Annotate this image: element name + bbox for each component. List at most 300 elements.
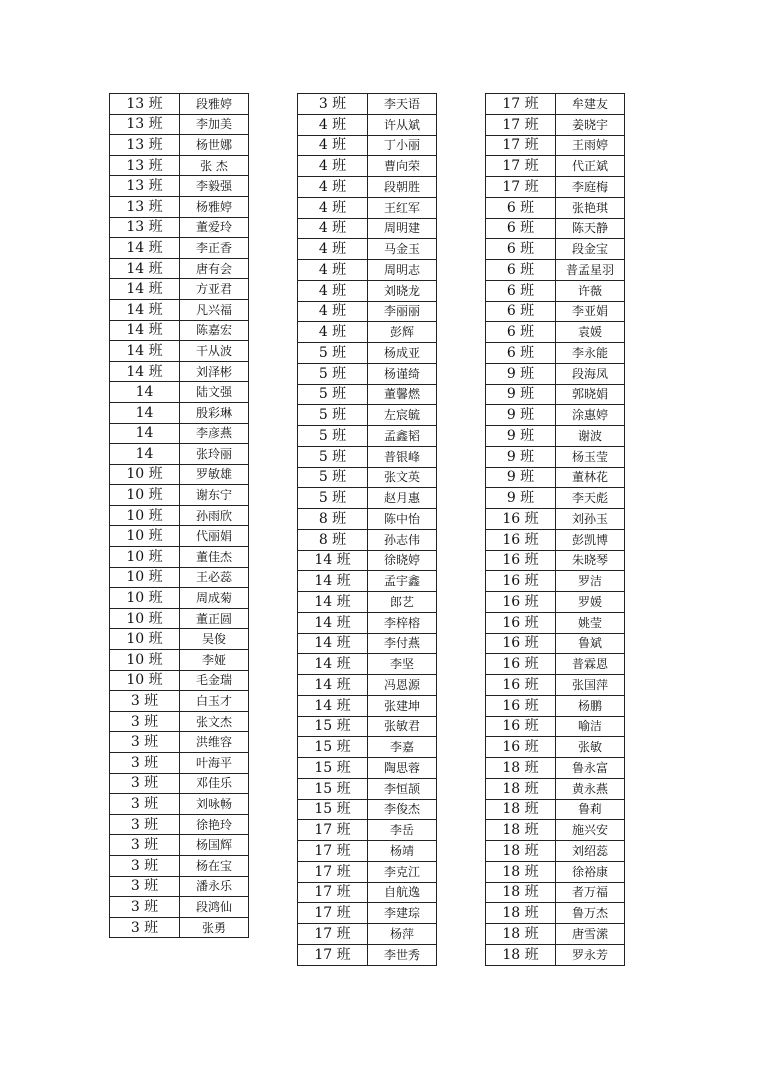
- student-name-cell: 姜晓宇: [556, 114, 625, 135]
- class-cell: 14: [110, 402, 180, 423]
- class-cell: 3 班: [110, 691, 180, 712]
- table-row: [110, 464, 249, 485]
- table-row: [110, 547, 249, 568]
- table-row: [298, 654, 437, 675]
- table-row: [486, 467, 625, 488]
- table-row: [486, 509, 625, 530]
- student-name-cell: 王雨婷: [556, 135, 625, 156]
- student-name-cell: 代丽娟: [180, 526, 249, 547]
- table-row: [298, 612, 437, 633]
- table-row: [110, 773, 249, 794]
- class-cell: 6 班: [486, 301, 556, 322]
- table-row: [110, 155, 249, 176]
- table-row: [110, 505, 249, 526]
- student-name-cell: 段海凤: [556, 363, 625, 384]
- table-row: [486, 612, 625, 633]
- class-cell: 17 班: [298, 820, 368, 841]
- student-name-cell: 李彦燕: [180, 423, 249, 444]
- table-row: [110, 423, 249, 444]
- table-row: [298, 197, 437, 218]
- table-row: [298, 758, 437, 779]
- class-cell: 10 班: [110, 588, 180, 609]
- table-row: [298, 343, 437, 364]
- table-row: [486, 405, 625, 426]
- class-cell: 18 班: [486, 861, 556, 882]
- table-row: [486, 633, 625, 654]
- class-cell: 9 班: [486, 467, 556, 488]
- table-row: [298, 675, 437, 696]
- student-name-cell: 罗永芳: [556, 944, 625, 965]
- student-name-cell: 张文杰: [180, 711, 249, 732]
- class-cell: 18 班: [486, 944, 556, 965]
- table-row: [486, 197, 625, 218]
- table-row: [110, 320, 249, 341]
- student-name-cell: 涂惠婷: [556, 405, 625, 426]
- table-row: [486, 343, 625, 364]
- class-cell: 3 班: [298, 94, 368, 115]
- student-name-cell: 彭凯博: [556, 529, 625, 550]
- table-row: [110, 732, 249, 753]
- table-row: [110, 835, 249, 856]
- student-name-cell: 李建琮: [368, 903, 437, 924]
- class-cell: 14 班: [298, 612, 368, 633]
- class-cell: 9 班: [486, 488, 556, 509]
- class-cell: 13 班: [110, 135, 180, 156]
- class-cell: 5 班: [298, 405, 368, 426]
- class-cell: 3 班: [110, 855, 180, 876]
- table-row: [486, 488, 625, 509]
- class-cell: 16 班: [486, 633, 556, 654]
- table-row: [486, 903, 625, 924]
- roster-table-1: [109, 93, 249, 938]
- student-name-cell: 周明建: [368, 218, 437, 239]
- student-name-cell: 陆文强: [180, 382, 249, 403]
- class-cell: 8 班: [298, 509, 368, 530]
- table-row: [298, 114, 437, 135]
- student-name-cell: 郎艺: [368, 592, 437, 613]
- student-name-cell: 李庭梅: [556, 177, 625, 198]
- class-cell: 15 班: [298, 778, 368, 799]
- class-cell: 9 班: [486, 426, 556, 447]
- class-cell: 3 班: [110, 773, 180, 794]
- student-name-cell: 代正斌: [556, 156, 625, 177]
- class-cell: 3 班: [110, 753, 180, 774]
- class-cell: 17 班: [298, 882, 368, 903]
- class-cell: 17 班: [486, 156, 556, 177]
- table-row: [298, 882, 437, 903]
- student-name-cell: 孙志伟: [368, 529, 437, 550]
- student-name-cell: 刘孙玉: [556, 509, 625, 530]
- table-row: [298, 820, 437, 841]
- class-cell: 6 班: [486, 239, 556, 260]
- class-cell: 9 班: [486, 384, 556, 405]
- table-row: [110, 94, 249, 115]
- table-row: [110, 876, 249, 897]
- class-cell: 10 班: [110, 650, 180, 671]
- table-row: [110, 588, 249, 609]
- table-row: [298, 592, 437, 613]
- student-name-cell: 陈天静: [556, 218, 625, 239]
- student-name-cell: 黄永燕: [556, 778, 625, 799]
- table-row: [486, 737, 625, 758]
- student-name-cell: 董佳杰: [180, 547, 249, 568]
- class-cell: 16 班: [486, 716, 556, 737]
- student-name-cell: 杨谨绮: [368, 363, 437, 384]
- class-cell: 3 班: [110, 814, 180, 835]
- class-cell: 13 班: [110, 196, 180, 217]
- table-row: [486, 571, 625, 592]
- table-row: [486, 114, 625, 135]
- student-name-cell: 谢波: [556, 426, 625, 447]
- student-name-cell: 李付燕: [368, 633, 437, 654]
- class-cell: 4 班: [298, 322, 368, 343]
- table-row: [486, 384, 625, 405]
- roster-table-body: [110, 94, 249, 938]
- table-row: [298, 550, 437, 571]
- student-name-cell: 方亚君: [180, 279, 249, 300]
- class-cell: 17 班: [486, 177, 556, 198]
- table-row: [298, 841, 437, 862]
- table-row: [110, 711, 249, 732]
- student-name-cell: 张勇: [180, 917, 249, 938]
- student-name-cell: 李永能: [556, 343, 625, 364]
- student-name-cell: 刘绍蕊: [556, 841, 625, 862]
- table-row: [298, 903, 437, 924]
- student-name-cell: 董正圆: [180, 608, 249, 629]
- class-cell: 10 班: [110, 567, 180, 588]
- student-name-cell: 杨萍: [368, 924, 437, 945]
- student-name-cell: 李毅强: [180, 176, 249, 197]
- class-cell: 13 班: [110, 155, 180, 176]
- table-row: [486, 529, 625, 550]
- student-name-cell: 唐雪潆: [556, 924, 625, 945]
- class-cell: 14 班: [298, 571, 368, 592]
- student-name-cell: 孙雨欣: [180, 505, 249, 526]
- table-row: [298, 239, 437, 260]
- class-cell: 10 班: [110, 526, 180, 547]
- table-row: [486, 135, 625, 156]
- class-cell: 15 班: [298, 758, 368, 779]
- table-row: [486, 758, 625, 779]
- table-row: [486, 322, 625, 343]
- student-name-cell: 李丽丽: [368, 301, 437, 322]
- student-name-cell: 马金玉: [368, 239, 437, 260]
- roster-table-3: [485, 93, 625, 966]
- class-cell: 16 班: [486, 571, 556, 592]
- class-cell: 4 班: [298, 135, 368, 156]
- class-cell: 14 班: [298, 592, 368, 613]
- table-row: [486, 446, 625, 467]
- table-row: [486, 239, 625, 260]
- class-cell: 17 班: [298, 841, 368, 862]
- student-name-cell: 喻洁: [556, 716, 625, 737]
- table-row: [486, 280, 625, 301]
- student-name-cell: 李俊杰: [368, 799, 437, 820]
- class-cell: 3 班: [110, 897, 180, 918]
- table-row: [298, 135, 437, 156]
- student-name-cell: 施兴安: [556, 820, 625, 841]
- table-row: [486, 675, 625, 696]
- table-row: [486, 716, 625, 737]
- table-row: [486, 156, 625, 177]
- class-cell: 5 班: [298, 488, 368, 509]
- student-name-cell: 李正香: [180, 238, 249, 259]
- class-cell: 5 班: [298, 343, 368, 364]
- class-cell: 14: [110, 423, 180, 444]
- table-row: [110, 258, 249, 279]
- student-name-cell: 张艳琪: [556, 197, 625, 218]
- class-cell: 14 班: [110, 279, 180, 300]
- class-cell: 9 班: [486, 446, 556, 467]
- table-row: [110, 691, 249, 712]
- student-name-cell: 李加美: [180, 114, 249, 135]
- student-name-cell: 陈嘉宏: [180, 320, 249, 341]
- class-cell: 5 班: [298, 363, 368, 384]
- student-name-cell: 李亚娟: [556, 301, 625, 322]
- student-name-cell: 杨成亚: [368, 343, 437, 364]
- student-name-cell: 段雅婷: [180, 94, 249, 115]
- class-cell: 14 班: [110, 238, 180, 259]
- class-cell: 3 班: [110, 732, 180, 753]
- table-row: [486, 820, 625, 841]
- class-cell: 3 班: [110, 794, 180, 815]
- student-name-cell: 李世秀: [368, 944, 437, 965]
- class-cell: 14 班: [298, 675, 368, 696]
- table-row: [298, 280, 437, 301]
- student-name-cell: 左宸毓: [368, 405, 437, 426]
- class-cell: 16 班: [486, 529, 556, 550]
- class-cell: 9 班: [486, 363, 556, 384]
- student-name-cell: 姚莹: [556, 612, 625, 633]
- student-name-cell: 孟鑫韬: [368, 426, 437, 447]
- student-name-cell: 自航逸: [368, 882, 437, 903]
- class-cell: 3 班: [110, 711, 180, 732]
- student-name-cell: 张敏君: [368, 716, 437, 737]
- table-row: [486, 695, 625, 716]
- table-row: [110, 382, 249, 403]
- class-cell: 4 班: [298, 156, 368, 177]
- student-name-cell: 谢东宁: [180, 485, 249, 506]
- table-row: [110, 567, 249, 588]
- student-name-cell: 杨玉莹: [556, 446, 625, 467]
- student-name-cell: 曹向荣: [368, 156, 437, 177]
- table-row: [486, 301, 625, 322]
- class-cell: 6 班: [486, 280, 556, 301]
- student-name-cell: 鲁万杰: [556, 903, 625, 924]
- table-row: [298, 94, 437, 115]
- class-cell: 18 班: [486, 903, 556, 924]
- student-name-cell: 董林花: [556, 467, 625, 488]
- table-row: [298, 716, 437, 737]
- class-cell: 13 班: [110, 217, 180, 238]
- class-cell: 5 班: [298, 426, 368, 447]
- class-cell: 17 班: [298, 903, 368, 924]
- student-name-cell: 杨国辉: [180, 835, 249, 856]
- table-row: [486, 944, 625, 965]
- class-cell: 10 班: [110, 505, 180, 526]
- table-row: [110, 629, 249, 650]
- class-cell: 17 班: [486, 114, 556, 135]
- class-cell: 5 班: [298, 446, 368, 467]
- class-cell: 18 班: [486, 820, 556, 841]
- student-name-cell: 张国萍: [556, 675, 625, 696]
- table-row: [298, 177, 437, 198]
- class-cell: 9 班: [486, 405, 556, 426]
- student-name-cell: 吴俊: [180, 629, 249, 650]
- student-name-cell: 鲁斌: [556, 633, 625, 654]
- table-row: [110, 814, 249, 835]
- class-cell: 4 班: [298, 177, 368, 198]
- class-cell: 4 班: [298, 114, 368, 135]
- student-name-cell: 罗洁: [556, 571, 625, 592]
- table-row: [486, 861, 625, 882]
- student-name-cell: 普霖恩: [556, 654, 625, 675]
- class-cell: 16 班: [486, 592, 556, 613]
- table-row: [298, 529, 437, 550]
- roster-table-2: [297, 93, 437, 966]
- student-name-cell: 冯恩源: [368, 675, 437, 696]
- class-cell: 14 班: [298, 695, 368, 716]
- student-name-cell: 干从波: [180, 341, 249, 362]
- class-cell: 13 班: [110, 176, 180, 197]
- student-name-cell: 洪维容: [180, 732, 249, 753]
- class-cell: 16 班: [486, 612, 556, 633]
- table-row: [110, 526, 249, 547]
- table-row: [298, 737, 437, 758]
- table-row: [110, 650, 249, 671]
- table-row: [110, 485, 249, 506]
- table-row: [298, 384, 437, 405]
- class-cell: 16 班: [486, 695, 556, 716]
- class-cell: 14: [110, 444, 180, 465]
- table-row: [298, 467, 437, 488]
- class-cell: 14 班: [298, 633, 368, 654]
- class-cell: 18 班: [486, 882, 556, 903]
- student-name-cell: 孟宇鑫: [368, 571, 437, 592]
- table-row: [298, 426, 437, 447]
- class-cell: 10 班: [110, 547, 180, 568]
- class-cell: 14 班: [110, 299, 180, 320]
- class-cell: 14 班: [298, 654, 368, 675]
- student-name-cell: 郭晓娟: [556, 384, 625, 405]
- class-cell: 16 班: [486, 550, 556, 571]
- student-name-cell: 鲁莉: [556, 799, 625, 820]
- student-name-cell: 张建坤: [368, 695, 437, 716]
- class-cell: 4 班: [298, 239, 368, 260]
- table-row: [298, 405, 437, 426]
- student-name-cell: 张敏: [556, 737, 625, 758]
- student-name-cell: 李梓榕: [368, 612, 437, 633]
- table-row: [110, 299, 249, 320]
- table-row: [110, 753, 249, 774]
- student-name-cell: 者万福: [556, 882, 625, 903]
- table-row: [486, 94, 625, 115]
- student-name-cell: 杨世娜: [180, 135, 249, 156]
- student-name-cell: 张 杰: [180, 155, 249, 176]
- student-name-cell: 徐晓婷: [368, 550, 437, 571]
- class-cell: 18 班: [486, 841, 556, 862]
- table-row: [298, 322, 437, 343]
- table-row: [486, 841, 625, 862]
- table-row: [110, 917, 249, 938]
- table-row: [110, 341, 249, 362]
- class-cell: 10 班: [110, 629, 180, 650]
- table-row: [110, 196, 249, 217]
- table-row: [110, 176, 249, 197]
- class-cell: 14 班: [110, 320, 180, 341]
- table-row: [110, 135, 249, 156]
- class-cell: 17 班: [486, 135, 556, 156]
- student-name-cell: 许从斌: [368, 114, 437, 135]
- class-cell: 16 班: [486, 509, 556, 530]
- student-name-cell: 殷彩琳: [180, 402, 249, 423]
- student-name-cell: 许薇: [556, 280, 625, 301]
- table-row: [486, 550, 625, 571]
- class-cell: 5 班: [298, 467, 368, 488]
- table-row: [486, 654, 625, 675]
- class-cell: 6 班: [486, 343, 556, 364]
- class-cell: 18 班: [486, 758, 556, 779]
- class-cell: 4 班: [298, 280, 368, 301]
- student-name-cell: 凡兴福: [180, 299, 249, 320]
- student-name-cell: 董爱玲: [180, 217, 249, 238]
- class-cell: 18 班: [486, 778, 556, 799]
- class-cell: 17 班: [486, 94, 556, 115]
- student-name-cell: 刘晓龙: [368, 280, 437, 301]
- class-cell: 6 班: [486, 260, 556, 281]
- table-row: [486, 260, 625, 281]
- table-row: [486, 363, 625, 384]
- table-row: [110, 608, 249, 629]
- student-name-cell: 杨雅婷: [180, 196, 249, 217]
- table-row: [110, 361, 249, 382]
- table-row: [298, 924, 437, 945]
- table-row: [298, 218, 437, 239]
- student-name-cell: 陈中怡: [368, 509, 437, 530]
- student-name-cell: 彭辉: [368, 322, 437, 343]
- class-cell: 8 班: [298, 529, 368, 550]
- table-row: [486, 426, 625, 447]
- student-name-cell: 李天语: [368, 94, 437, 115]
- student-name-cell: 刘咏畅: [180, 794, 249, 815]
- table-row: [110, 114, 249, 135]
- student-name-cell: 周明志: [368, 260, 437, 281]
- class-cell: 3 班: [110, 876, 180, 897]
- student-name-cell: 段朝胜: [368, 177, 437, 198]
- table-row: [298, 571, 437, 592]
- table-row: [110, 279, 249, 300]
- student-name-cell: 徐裕康: [556, 861, 625, 882]
- table-row: [298, 633, 437, 654]
- table-row: [110, 402, 249, 423]
- table-row: [110, 855, 249, 876]
- table-row: [486, 177, 625, 198]
- class-cell: 13 班: [110, 114, 180, 135]
- student-name-cell: 唐有会: [180, 258, 249, 279]
- class-cell: 10 班: [110, 485, 180, 506]
- student-name-cell: 潘永乐: [180, 876, 249, 897]
- table-row: [298, 363, 437, 384]
- student-name-cell: 李娅: [180, 650, 249, 671]
- table-row: [298, 488, 437, 509]
- class-cell: 18 班: [486, 924, 556, 945]
- class-cell: 3 班: [110, 835, 180, 856]
- table-row: [298, 509, 437, 530]
- table-row: [298, 156, 437, 177]
- table-row: [298, 799, 437, 820]
- class-cell: 14 班: [298, 550, 368, 571]
- class-cell: 18 班: [486, 799, 556, 820]
